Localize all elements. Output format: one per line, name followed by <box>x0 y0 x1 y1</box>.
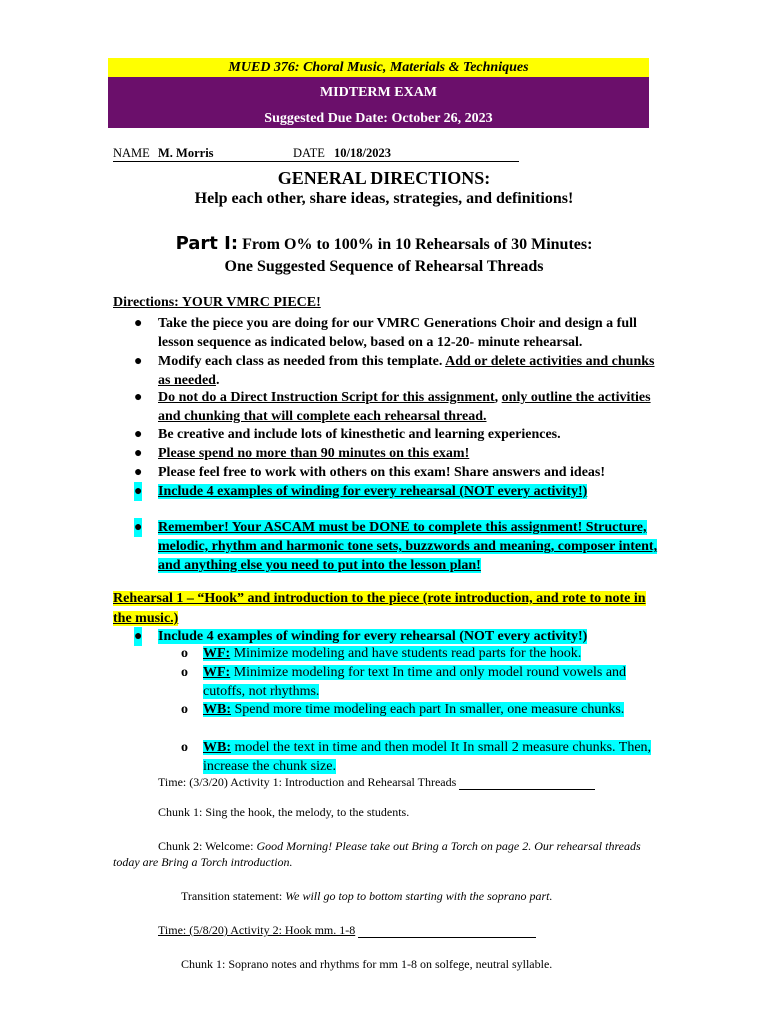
winding-tag: WB: <box>203 702 231 717</box>
date-label: DATE <box>293 146 325 160</box>
chunk-2 <box>113 838 643 870</box>
bullet-dot: ● <box>134 354 143 369</box>
direction-text-highlighted: Include 4 examples of winding for every rehearsal (NOT every activity!) <box>158 484 588 499</box>
course-title: MUED 376: Choral Music, Materials & Techniques <box>228 60 529 75</box>
part-title <box>0 233 768 254</box>
sub-bullet: o <box>181 665 188 680</box>
general-directions-title: GENERAL DIRECTIONS: <box>277 168 491 188</box>
direction-bullet-5 <box>134 444 658 463</box>
transition-label: Transition statement: <box>181 889 286 903</box>
bullet-dot: ● <box>134 316 143 331</box>
rehearsal-1-heading-text: Rehearsal 1 – “Hook” and introduction to the piece (rote introduction, and rote to note in the music.) <box>113 591 646 626</box>
winding-text: Minimize modeling and have students read parts for the hook. <box>230 646 582 661</box>
bullet-dot: ● <box>134 520 143 535</box>
direction-text-underlined: Add or delete activities and chunks as needed <box>158 354 655 388</box>
direction-text-highlighted: Remember! Your ASCAM must be DONE to complete this assignment! Structure, melodic, rhythm and harmonic tone sets, buzzwords and meaning, composer intent, and anything else you need to put into the lesson plan! <box>158 520 658 573</box>
bullet-dot: ● <box>134 446 143 461</box>
name-label: NAME <box>113 146 150 160</box>
directions-heading: Directions: YOUR VMRC PIECE! <box>113 295 321 310</box>
chunk-text: Chunk 1: Soprano notes and rhythms for mm 1-8 on solfege, neutral syllable. <box>181 957 553 971</box>
winding-item-2 <box>181 663 653 701</box>
direction-text: Be creative and include lots of kinesthetic and learning experiences. <box>158 427 561 442</box>
winding-text: Spend more time modeling each part In smaller, one measure chunks. <box>231 702 625 717</box>
activity-2-line <box>158 922 536 938</box>
direction-bullet-1 <box>134 314 658 352</box>
transition-statement <box>181 888 552 904</box>
part-colon: : <box>230 233 239 254</box>
part-subtitle: One Suggested Sequence of Rehearsal Threads <box>224 258 544 275</box>
bullet-dot: ● <box>134 484 143 499</box>
direction-text: Please feel free to work with others on this exam! Share answers and ideas! <box>158 465 606 480</box>
blank-line <box>459 789 595 790</box>
direction-text: , <box>494 390 502 405</box>
direction-text-underlined: Please spend no more than 90 minutes on this exam! <box>158 446 470 461</box>
chunk-1 <box>158 804 409 820</box>
exam-banner <box>108 77 649 128</box>
rehearsal-1-heading <box>113 589 653 629</box>
activity-1-text: Time: (3/3/20) Activity 1: Introduction and Rehearsal Threads <box>158 775 457 789</box>
part-title-rest: From O% to 100% in 10 Rehearsals of 30 Minutes: <box>238 236 593 253</box>
direction-text: Take the piece you are doing for our VMRC Generations Choir and design a full lesson sequence as indicated below, based on a 12-20- minute rehearsal. <box>158 316 637 350</box>
direction-bullet-2 <box>134 352 658 390</box>
winding-tag: WF: <box>203 646 231 661</box>
date-value: 10/18/2023 <box>334 146 391 160</box>
name-value: M. Morris <box>158 146 214 160</box>
winding-tag: WF: <box>203 665 231 680</box>
bullet-dot: ● <box>134 629 143 644</box>
winding-item-4 <box>181 738 653 776</box>
winding-text: Minimize modeling for text In time and only model round vowels and cutoffs, not rhythms. <box>203 665 627 699</box>
winding-note-text: Include 4 examples of winding for every rehearsal (NOT every activity!) <box>158 629 588 644</box>
bullet-dot: ● <box>134 390 143 405</box>
direction-bullet-8 <box>134 518 658 575</box>
direction-text: Modify each class as needed from this template. <box>158 354 446 369</box>
general-directions-subtitle: Help each other, share ideas, strategies, and definitions! <box>194 190 574 207</box>
sub-bullet: o <box>181 740 188 755</box>
blank-line <box>358 937 536 938</box>
exam-title: MIDTERM EXAM <box>319 85 438 100</box>
due-date: Suggested Due Date: October 26, 2023 <box>264 111 493 126</box>
bullet-dot: ● <box>134 465 143 480</box>
winding-text: model the text in time and then model It In small 2 measure chunks. Then, increase the chunk size. <box>203 740 652 774</box>
chunk-text: Good Morning! Please take out Bring a Torch on page 2. Our rehearsal threads today are Bring a Torch introduction. <box>113 839 641 869</box>
winding-item-3 <box>181 700 653 719</box>
direction-text-underlined: only outline the activities and chunking that will complete each rehearsal thread. <box>158 390 651 424</box>
part-label: Part I <box>175 233 231 254</box>
bullet-dot: ● <box>134 427 143 442</box>
direction-text: . <box>215 373 220 388</box>
direction-bullet-4 <box>134 425 658 444</box>
sub-bullet: o <box>181 646 188 661</box>
chunk-text: Sing the hook, the melody, to the students. <box>202 805 410 819</box>
winding-tag: WB: <box>203 740 231 755</box>
sub-bullet: o <box>181 702 188 717</box>
winding-item-1 <box>181 644 653 663</box>
name-date-line <box>113 146 519 162</box>
activity-2-chunk-1 <box>181 956 552 972</box>
transition-text: We will go top to bottom starting with the soprano part. <box>285 889 553 903</box>
chunk-label: Chunk 2: Welcome: <box>158 839 257 853</box>
direction-bullet-3 <box>134 388 658 426</box>
direction-bullet-6 <box>134 463 658 482</box>
activity-1-line <box>158 774 595 790</box>
chunk-label: Chunk 1: <box>158 805 203 819</box>
course-title-banner <box>108 58 649 77</box>
direction-text-underlined: Do not do a Direct Instruction Script for this assignment <box>158 390 495 405</box>
direction-bullet-7 <box>134 482 658 501</box>
activity-2-text: Time: (5/8/20) Activity 2: Hook mm. 1-8 <box>158 923 356 937</box>
